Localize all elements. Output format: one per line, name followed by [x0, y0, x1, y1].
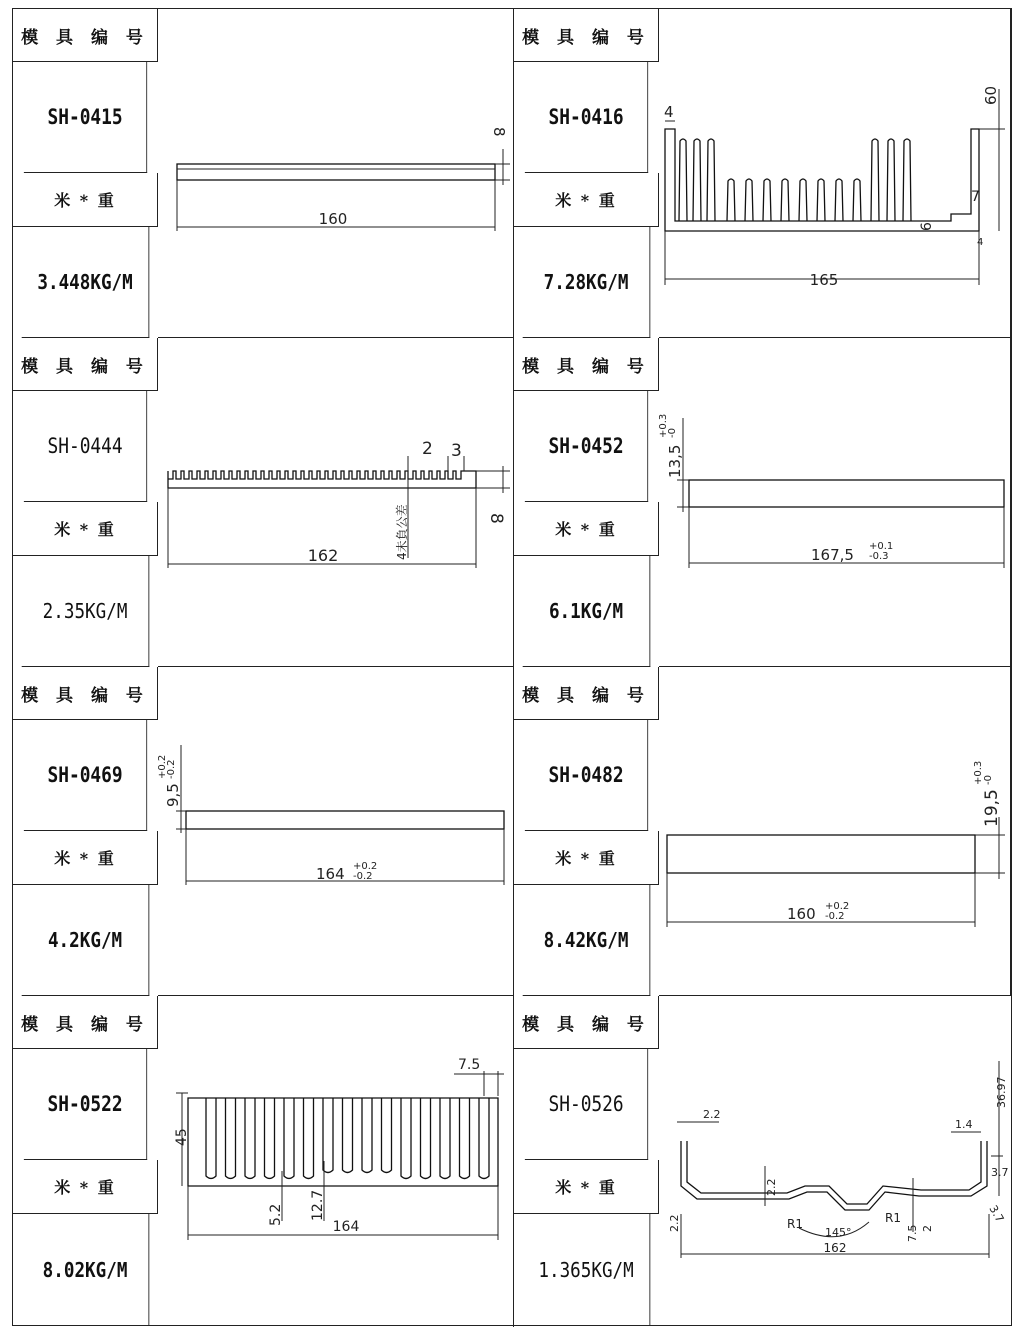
- height-dim: 45: [174, 1128, 190, 1146]
- fin-gap-dim: 6: [919, 222, 935, 231]
- groove-a-dim: 2: [422, 439, 433, 459]
- mold-number-header: 模 具 编 号: [514, 338, 659, 391]
- weight-per-meter-label: 米 * 重: [13, 502, 158, 556]
- width-tol-up: +0.2: [353, 861, 378, 872]
- profile-svg: [659, 338, 1011, 667]
- profile-drawing: [659, 996, 1011, 1327]
- profile-svg: [659, 667, 1011, 996]
- width-dim: 164: [316, 865, 345, 883]
- weight-value: 6.1KG/M: [523, 556, 651, 667]
- height-dim: 36.97: [995, 1076, 1008, 1108]
- height-dim: 8: [486, 513, 506, 524]
- profile-drawing: [158, 9, 514, 338]
- profile-drawing: [659, 338, 1011, 667]
- wall-dim: 4: [664, 103, 674, 121]
- weight-value: 7.28KG/M: [523, 227, 651, 338]
- mold-number-header: 模 具 编 号: [514, 9, 659, 62]
- thick-dim: 2: [921, 1225, 934, 1232]
- weight-value: 2.35KG/M: [22, 556, 150, 667]
- width-tol-dn: -0.3: [869, 551, 889, 562]
- base-dim: 2.2: [668, 1214, 681, 1232]
- height-tol-up: +0.2: [157, 754, 168, 779]
- mold-code: SH-0452: [525, 391, 648, 502]
- height-dim: 60: [982, 85, 1000, 105]
- spec-sheet: [12, 8, 1012, 1326]
- mold-code: SH-0482: [525, 720, 648, 831]
- width-tol-dn: -0.2: [353, 871, 373, 882]
- height-dim: 8: [490, 127, 508, 137]
- fin-b-dim: 12.7: [310, 1189, 326, 1221]
- side2-dim: 3.7: [986, 1203, 1007, 1225]
- radius1-dim: R1: [787, 1217, 803, 1231]
- mold-code: SH-0526: [525, 1049, 648, 1160]
- weight-per-meter-label: 米 * 重: [514, 1160, 659, 1214]
- base-dim: 4: [977, 237, 984, 248]
- weight-per-meter-label: 米 * 重: [514, 831, 659, 885]
- profile-drawing: [659, 9, 1011, 338]
- mold-code: SH-0469: [24, 720, 147, 831]
- height-tol-dn: -0.2: [166, 759, 177, 779]
- width-tol-up: +0.2: [825, 901, 850, 912]
- height-tol-dn: -0: [983, 775, 994, 785]
- weight-per-meter-label: 米 * 重: [13, 831, 158, 885]
- height-dim: 9,5: [164, 783, 182, 807]
- profile-svg: [659, 9, 1011, 338]
- weight-per-meter-label: 米 * 重: [514, 173, 659, 227]
- height-dim: 13,5: [666, 444, 684, 478]
- mold-code: SH-0416: [525, 62, 648, 173]
- lip2-dim: 2.2: [765, 1178, 778, 1196]
- weight-value: 3.448KG/M: [22, 227, 150, 338]
- profile-svg: [158, 996, 514, 1327]
- profile-drawing: [158, 338, 514, 667]
- width-dim: 162: [823, 1241, 847, 1255]
- lip-dim: 2.2: [703, 1108, 721, 1121]
- mold-number-header: 模 具 编 号: [13, 338, 158, 391]
- weight-value: 8.02KG/M: [22, 1214, 150, 1325]
- side-dim: 3.7: [991, 1166, 1009, 1179]
- width-dim: 162: [307, 546, 339, 565]
- weight-per-meter-label: 米 * 重: [13, 1160, 158, 1214]
- fin-top-dim: 7: [971, 189, 980, 205]
- mold-number-header: 模 具 编 号: [514, 996, 659, 1049]
- weight-value: 8.42KG/M: [523, 885, 651, 996]
- height-tol-up: +0.3: [658, 413, 669, 438]
- mold-code: SH-0415: [24, 62, 147, 173]
- tolerance-note: 4未負公差: [395, 504, 409, 560]
- groove-b-dim: 3: [451, 441, 462, 461]
- width-dim: 165: [809, 271, 839, 289]
- profile-drawing: [659, 667, 1011, 996]
- angle-dim: 145°: [825, 1226, 852, 1239]
- top-dim: 7.5: [458, 1057, 481, 1073]
- mold-code: SH-0522: [24, 1049, 147, 1160]
- width-dim: 167,5: [811, 546, 854, 564]
- mold-number-header: 模 具 编 号: [514, 667, 659, 720]
- mold-number-header: 模 具 编 号: [13, 667, 158, 720]
- width-tol-dn: -0.2: [825, 911, 845, 922]
- profile-svg: [158, 338, 514, 667]
- small-dim: 1.4: [955, 1118, 973, 1131]
- height-dim: 19,5: [982, 789, 1002, 827]
- weight-value: 4.2KG/M: [22, 885, 150, 996]
- mold-number-header: 模 具 编 号: [13, 996, 158, 1049]
- height-tol-up: +0.3: [973, 760, 984, 785]
- weight-per-meter-label: 米 * 重: [514, 502, 659, 556]
- profile-drawing: [158, 996, 514, 1327]
- weight-value: 1.365KG/M: [523, 1214, 651, 1325]
- profile-svg: [158, 667, 514, 996]
- mold-code: SH-0444: [24, 391, 147, 502]
- profile-drawing: [158, 667, 514, 996]
- step-dim: 7.5: [906, 1224, 919, 1242]
- width-tol-up: +0.1: [869, 541, 894, 552]
- mold-number-header: 模 具 编 号: [13, 9, 158, 62]
- width-dim: 160: [787, 905, 816, 923]
- profile-svg: [158, 9, 514, 338]
- fin-a-dim: 5.2: [268, 1203, 284, 1226]
- width-dim: 160: [318, 210, 348, 228]
- width-dim: 164: [332, 1219, 360, 1235]
- profile-svg: [659, 996, 1011, 1327]
- radius2-dim: R1: [885, 1211, 901, 1225]
- height-tol-dn: -0: [667, 428, 678, 438]
- weight-per-meter-label: 米 * 重: [13, 173, 158, 227]
